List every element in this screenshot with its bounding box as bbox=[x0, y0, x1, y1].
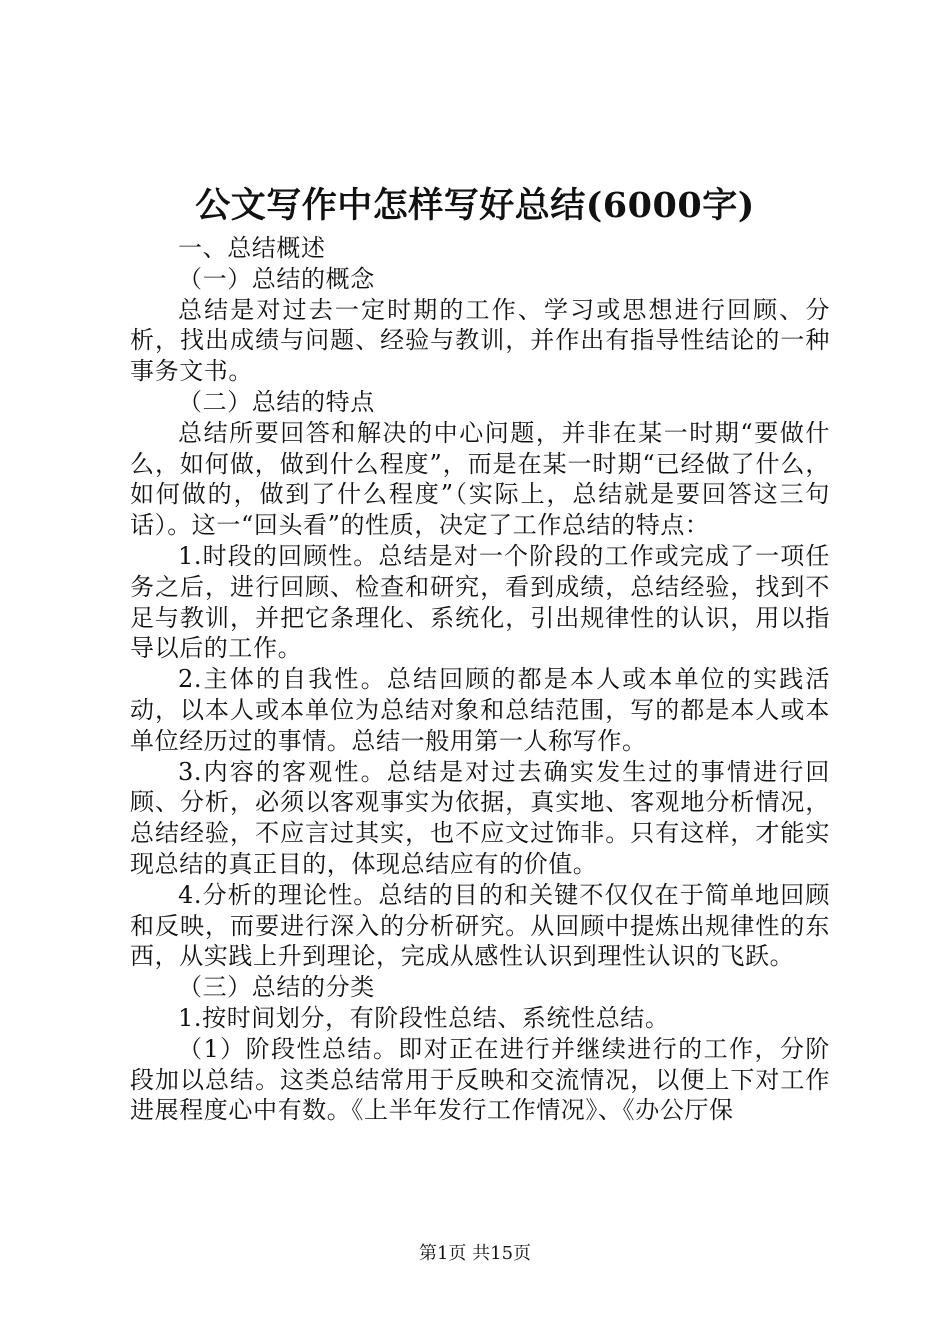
body-paragraph: 总结所要回答和解决的中心问题，并非在某一时期“要做什么，如何做，做到什么程度”，而是在某一时期“已经做了什么，如何做的，做到了什么程度”（实际上，总结就是要回答这三句话）。这一“回头看”的性质，决定了工作总结的特点： bbox=[130, 418, 830, 540]
subsection-heading: （一）总结的概念 bbox=[178, 264, 375, 293]
page-number-footer: 第1页 共15页 bbox=[418, 1243, 532, 1264]
list-item: 3.内容的客观性。总结是对过去确实发生过的事情进行回顾、分析，必须以客观事实为依据，真实地、客观地分析情况，总结经验，不应言过其实，也不应文过饰非。只有这样，才能实现总结的真正目的，体现总结应有的价值。 bbox=[130, 757, 830, 878]
section-heading: 一、总结概述 bbox=[178, 234, 326, 262]
document-title: 公文写作中怎样写好总结(6000字) bbox=[195, 185, 755, 226]
list-item: 1.时段的回顾性。总结是对一个阶段的工作或完成了一项任务之后，进行回顾、检查和研究，看到成绩，总结经验，找到不足与教训，并把它条理化、系统化，引出规律性的认识，用以指导以后的工作。 bbox=[130, 541, 830, 663]
list-item: 2.主体的自我性。总结回顾的都是本人或本单位的实践活动，以本人或本单位为总结对象和总结范围，写的都是本人或本单位经历过的事情。总结一般用第一人称写作。 bbox=[130, 665, 830, 755]
list-item: 4.分析的理论性。总结的目的和关键不仅仅在于简单地回顾和反映，而要进行深入的分析研究。从回顾中提炼出规律性的东西，从实践上升到理论，完成从感性认识到理性认识的飞跃。 bbox=[130, 880, 830, 971]
body-paragraph: 总结是对过去一定时期的工作、学习或思想进行回顾、分析，找出成绩与问题、经验与教训，并作出有指导性结论的一种事务文书。 bbox=[130, 295, 830, 386]
body-paragraph: （1）阶段性总结。即对正在进行并继续进行的工作，分阶段加以总结。这类总结常用于反映和交流情况，以便上下对工作进展程度心中有数。《上半年发行工作情况》、《办公厅保 bbox=[130, 1034, 830, 1125]
list-item: 1.按时间划分，有阶段性总结、系统性总结。 bbox=[178, 1003, 670, 1032]
subsection-heading: （三）总结的分类 bbox=[178, 973, 375, 1002]
subsection-heading: （二）总结的特点 bbox=[178, 387, 375, 416]
document-body bbox=[130, 233, 830, 1126]
